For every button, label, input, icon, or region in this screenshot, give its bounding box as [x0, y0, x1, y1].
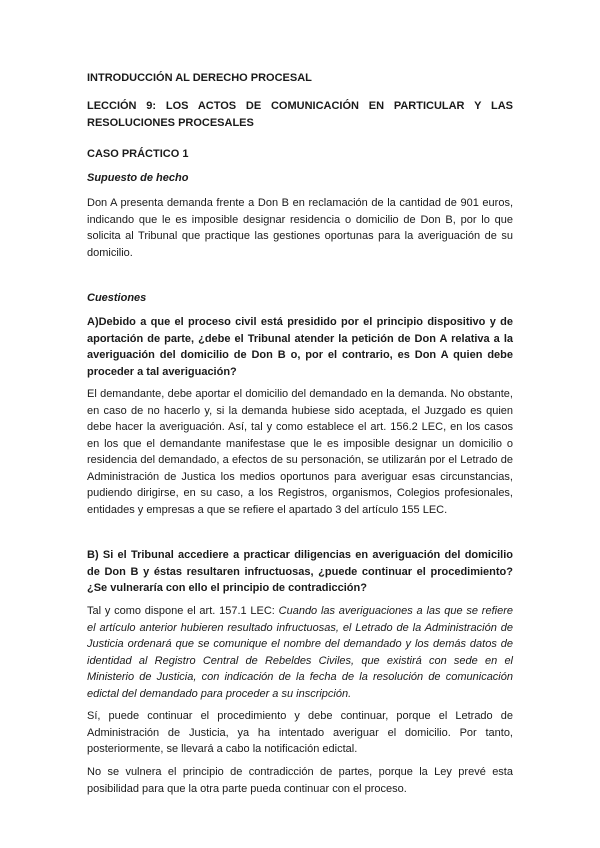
lesson-title: LECCIÓN 9: LOS ACTOS DE COMUNICACIÓN EN PARTICULAR Y LAS RESOLUCIONES PROCESALES [87, 100, 513, 129]
answer-b-intro: Tal y como dispone el art. 157.1 LEC: [87, 605, 279, 617]
facts-paragraph: Don A presenta demanda frente a Don B en reclamación de la cantidad de 901 euros, indicando que le es imposible designar residencia o domicilio de Don B, por lo que solicita al Tribunal que practique las gestiones oportunas para la averiguación de su domicilio. [87, 197, 513, 259]
answer-b-paragraph-1 [87, 603, 513, 702]
document-title: INTRODUCCIÓN AL DERECHO PROCESAL [87, 72, 312, 84]
questions-heading: Cuestiones [87, 292, 147, 304]
answer-b-quote: Cuando las averiguaciones a las que se refiere el artículo anterior hubieren resultado infructuosas, el Letrado de la Administración de Justicia ordenará que se comunique el nombre del demandado y los demás datos de identidad al Registro Central de Rebeldes Civiles, que existirá con sede en el Ministerio de Justicia, con indicación de la fecha de la resolución de comunicación edictal del demandado para proceder a su inscripción. [87, 605, 513, 700]
facts-heading: Supuesto de hecho [87, 172, 189, 184]
case-title: CASO PRÁCTICO 1 [87, 148, 189, 160]
answer-b-paragraph-2: Sí, puede continuar el procedimiento y debe continuar, porque el Letrado de Administración de Justicia, ya ha intentado averiguar el domicilio. Por tanto, posteriormente, se llevará a cabo la notificación edictal. [87, 710, 513, 755]
question-b: B) Si el Tribunal accediere a practicar diligencias en averiguación del domicilio de Don B y éstas resultaren infructuosas, ¿puede continuar el procedimiento? ¿Se vulneraría con ello el principio de contradicción? [87, 549, 513, 594]
question-a: A)Debido a que el proceso civil está presidido por el principio dispositivo y de aportación de parte, ¿debe el Tribunal atender la petición de Don A relativa a la averiguación del domicilio de Don B o, por el contrario, es Don A quien debe proceder a tal averiguación? [87, 316, 513, 378]
answer-b-paragraph-3: No se vulnera el principio de contradicción de partes, porque la Ley prevé esta posibilidad para que la otra parte pueda continuar con el proceso. [87, 766, 513, 795]
answer-a: El demandante, debe aportar el domicilio del demandado en la demanda. No obstante, en caso de no hacerlo y, si la demanda hubiese sido aceptada, el Juzgado es quien debe hacer la averiguación. Así, tal y como establece el art. 156.2 LEC, en los casos en los que el demandante manifestase que le es imposible designar un domicilio o residencia del demandado, a efectos de su personación, se utilizarán por el Letrado de Administración de Justica los medios oportunos para averiguar esas circunstancias, pudiendo dirigirse, en su caso, a los Registros, organismos, Colegios profesionales, entidades y empresas a que se refiere el apartado 3 del artículo 155 LEC. [87, 388, 513, 516]
